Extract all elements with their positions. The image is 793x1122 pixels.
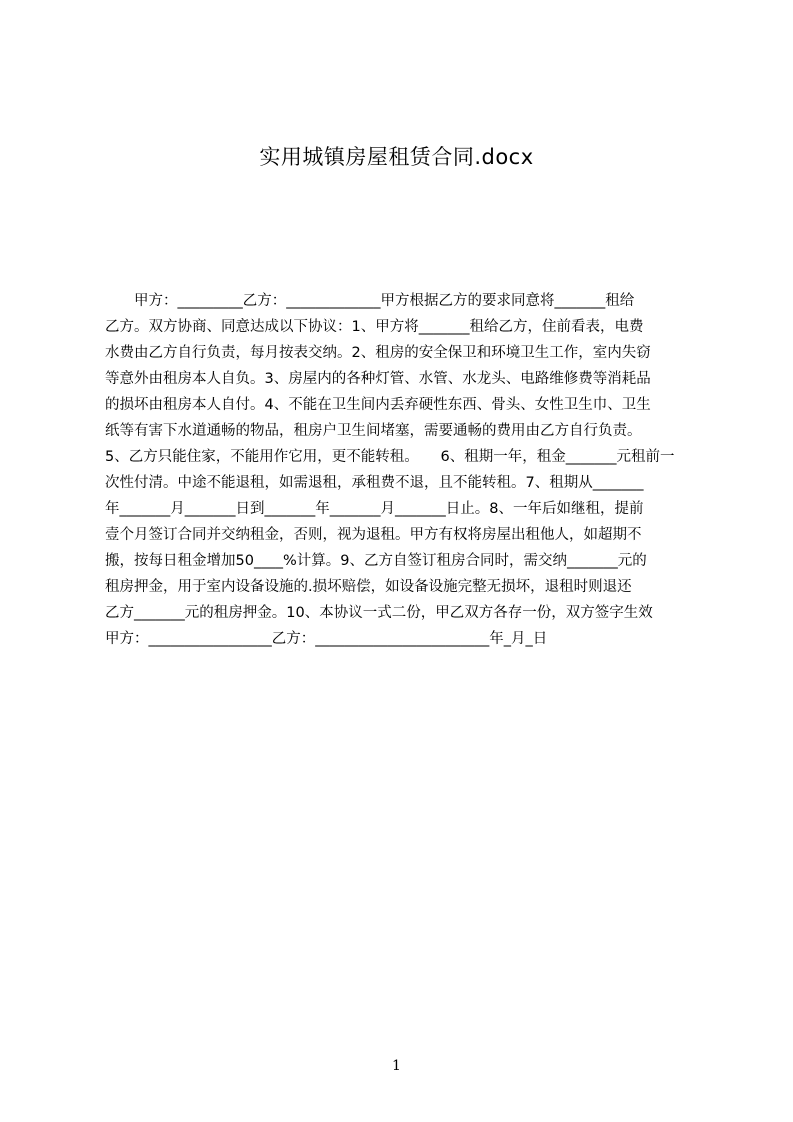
body-line: 等意外由租房本人自负。3、房屋内的各种灯管、水管、水龙头、电路维修费等消耗品 bbox=[105, 371, 651, 387]
body-line: 甲方：_________乙方：_____________甲方根据乙方的要求同意将_______租给 bbox=[105, 293, 635, 309]
body-line: 的损坏由租房本人自付。4、不能在卫生间内丢弃硬性东西、骨头、女性卫生巾、卫生 bbox=[105, 397, 651, 413]
page-number: 1 bbox=[392, 1058, 401, 1074]
body-line: 乙方_______元的租房押金。10、本协议一式二份，甲乙双方各存一份，双方签字生效 bbox=[105, 605, 653, 621]
body-line: 年_______月_______日到_______年_______月_______日止。8、一年后如继租，提前 bbox=[105, 501, 644, 517]
body-line: 5、乙方只能住家，不能用作它用，更不能转租。 6、租期一年，租金_______元租前一 bbox=[105, 449, 675, 465]
body-line: 水费由乙方自行负责，每月按表交纳。2、租房的安全保卫和环境卫生工作，室内失窃 bbox=[105, 345, 651, 361]
signature-line: 甲方：_________________乙方：________________________年_月_日 bbox=[105, 631, 548, 647]
body-line: 次性付清。中途不能退租，如需退租，承租费不退，且不能转租。7、租期从_______ bbox=[105, 475, 644, 491]
body-line: 壹个月签订合同并交纳租金，否则，视为退租。甲方有权将房屋出租他人，如超期不 bbox=[105, 527, 642, 543]
body-line: 租房押金，用于室内设备设施的.损坏赔偿，如设备设施完整无损坏，退租时则退还 bbox=[105, 579, 632, 595]
document-title: 实用城镇房屋租赁合同.docx bbox=[259, 145, 534, 169]
body-line: 纸等有害下水道通畅的物品，租房户卫生间堵塞，需要通畅的费用由乙方自行负责。 bbox=[105, 423, 642, 439]
contract-body bbox=[105, 288, 697, 664]
body-line: 乙方。双方协商、同意达成以下协议：1、甲方将_______租给乙方，住前看表，电费 bbox=[105, 319, 644, 335]
body-line: 搬，按每日租金增加50____%计算。9、乙方自签订租房合同时，需交纳_______元的 bbox=[105, 553, 647, 569]
